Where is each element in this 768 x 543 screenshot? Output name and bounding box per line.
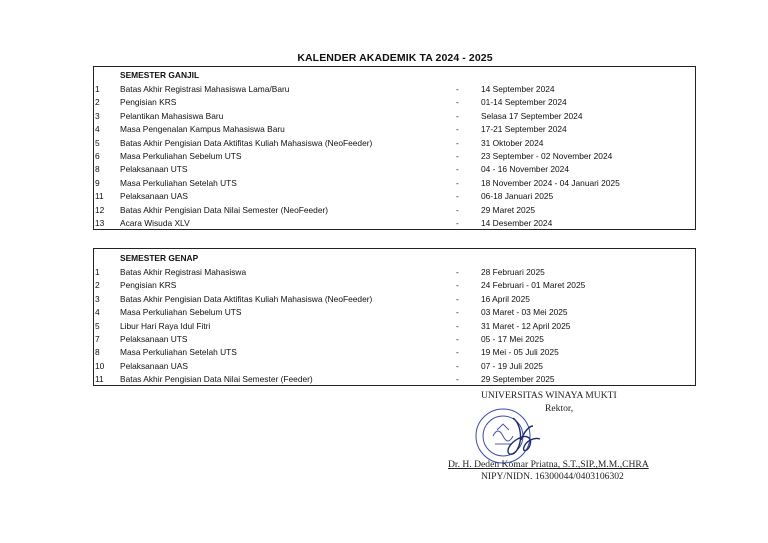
table-row bbox=[94, 320, 695, 333]
row-separator: - bbox=[456, 137, 459, 148]
table-row bbox=[94, 217, 695, 230]
table-row bbox=[94, 346, 695, 359]
row-number: 5 bbox=[95, 320, 100, 331]
semester-ganjil-header: SEMESTER GANJIL bbox=[120, 70, 200, 80]
row-date: 31 Oktober 2024 bbox=[481, 137, 544, 148]
table-row bbox=[94, 110, 695, 123]
row-date: 29 September 2025 bbox=[481, 374, 555, 385]
signature-position: Rektor, bbox=[545, 403, 574, 414]
row-separator: - bbox=[456, 374, 459, 385]
row-date: 14 Desember 2024 bbox=[481, 217, 553, 228]
row-number: 11 bbox=[95, 374, 104, 385]
row-separator: - bbox=[456, 360, 459, 371]
row-activity: Batas Akhir Registrasi Mahasiswa Lama/Baru bbox=[120, 84, 290, 94]
semester-genap-rows bbox=[94, 266, 695, 387]
signature-name: Dr. H. Deden Komar Priatna, S.T.,SIP.,M.M.,CHRA bbox=[448, 459, 649, 470]
row-activity: Pelaksanaan UAS bbox=[120, 360, 188, 371]
row-activity: Masa Perkuliahan Setelah UTS bbox=[120, 177, 237, 188]
row-date: 03 Maret - 03 Mei 2025 bbox=[481, 307, 568, 318]
row-date: 18 November 2024 - 04 Januari 2025 bbox=[481, 177, 620, 188]
row-date: 16 April 2025 bbox=[481, 293, 530, 304]
row-separator: - bbox=[456, 320, 459, 331]
row-date: 01-14 September 2024 bbox=[481, 97, 567, 108]
row-activity: Batas Akhir Registrasi Mahasiswa bbox=[120, 267, 247, 277]
row-number: 11 bbox=[95, 191, 104, 202]
row-activity: Pengisian KRS bbox=[120, 280, 177, 291]
row-separator: - bbox=[456, 307, 459, 318]
semester-genap-table bbox=[93, 248, 696, 386]
row-number: 1 bbox=[95, 267, 100, 277]
row-number: 7 bbox=[95, 333, 100, 344]
row-activity: Libur Hari Raya Idul Fitri bbox=[120, 320, 211, 331]
row-date: 05 - 17 Mei 2025 bbox=[481, 333, 544, 344]
table-row bbox=[94, 360, 695, 373]
row-activity: Masa Perkuliahan Sebelum UTS bbox=[120, 150, 242, 161]
row-number: 8 bbox=[95, 164, 100, 175]
row-activity: Acara Wisuda XLV bbox=[120, 217, 190, 228]
row-activity: Batas Akhir Pengisian Data Nilai Semester (NeoFeeder) bbox=[120, 204, 329, 215]
table-row bbox=[94, 163, 695, 176]
row-date: 04 - 16 November 2024 bbox=[481, 164, 569, 175]
row-separator: - bbox=[456, 347, 459, 358]
row-separator: - bbox=[456, 164, 459, 175]
table-row bbox=[94, 150, 695, 163]
table-row bbox=[94, 190, 695, 203]
row-separator: - bbox=[456, 280, 459, 291]
semester-ganjil-rows bbox=[94, 83, 695, 230]
row-number: 3 bbox=[95, 110, 100, 121]
row-separator: - bbox=[456, 177, 459, 188]
table-row bbox=[94, 123, 695, 136]
row-separator: - bbox=[456, 191, 459, 202]
row-date: 23 September - 02 November 2024 bbox=[481, 150, 613, 161]
row-number: 1 bbox=[95, 84, 100, 94]
table-row bbox=[94, 96, 695, 109]
table-row bbox=[94, 137, 695, 150]
table-row bbox=[94, 204, 695, 217]
row-number: 3 bbox=[95, 293, 100, 304]
row-separator: - bbox=[456, 84, 459, 94]
row-activity: Batas Akhir Pengisian Data Aktifitas Kuliah Mahasiswa (NeoFeeder) bbox=[120, 137, 373, 148]
row-number: 4 bbox=[95, 307, 100, 318]
row-activity: Masa Perkuliahan Setelah UTS bbox=[120, 347, 237, 358]
table-row bbox=[94, 83, 695, 96]
row-activity: Batas Akhir Pengisian Data Nilai Semester (Feeder) bbox=[120, 374, 313, 385]
row-number: 2 bbox=[95, 97, 100, 108]
row-activity: Masa Perkuliahan Sebelum UTS bbox=[120, 307, 242, 318]
row-separator: - bbox=[456, 110, 459, 121]
row-activity: Pengisian KRS bbox=[120, 97, 177, 108]
row-activity: Pelaksanaan UAS bbox=[120, 191, 188, 202]
row-date: 19 Mei - 05 Juli 2025 bbox=[481, 347, 559, 358]
row-number: 12 bbox=[95, 204, 105, 215]
row-date: 06-18 Januari 2025 bbox=[481, 191, 554, 202]
row-separator: - bbox=[456, 333, 459, 344]
row-date: 07 - 19 Juli 2025 bbox=[481, 360, 543, 371]
row-separator: - bbox=[456, 217, 459, 228]
row-separator: - bbox=[456, 97, 459, 108]
semester-ganjil-table bbox=[93, 66, 696, 230]
page-title: KALENDER AKADEMIK TA 2024 - 2025 bbox=[297, 52, 493, 64]
row-date: 28 Februari 2025 bbox=[481, 267, 545, 277]
table-row bbox=[94, 293, 695, 306]
row-date: 24 Februari - 01 Maret 2025 bbox=[481, 280, 586, 291]
row-separator: - bbox=[456, 293, 459, 304]
row-number: 9 bbox=[95, 177, 100, 188]
row-date: Selasa 17 September 2024 bbox=[481, 110, 583, 121]
table-row bbox=[94, 333, 695, 346]
row-date: 31 Maret - 12 April 2025 bbox=[481, 320, 571, 331]
row-date: 29 Maret 2025 bbox=[481, 204, 536, 215]
row-separator: - bbox=[456, 124, 459, 135]
row-number: 5 bbox=[95, 137, 100, 148]
semester-genap-header: SEMESTER GENAP bbox=[120, 253, 199, 263]
row-activity: Masa Pengenalan Kampus Mahasiswa Baru bbox=[120, 124, 285, 135]
row-number: 10 bbox=[95, 360, 105, 371]
row-activity: Batas Akhir Pengisian Data Aktifitas Kuliah Mahasiswa (NeoFeeder) bbox=[120, 293, 373, 304]
row-number: 4 bbox=[95, 124, 100, 135]
row-activity: Pelantikan Mahasiswa Baru bbox=[120, 110, 224, 121]
university-seal-signature bbox=[463, 400, 553, 468]
signature-university: UNIVERSITAS WINAYA MUKTI bbox=[481, 390, 617, 401]
table-row bbox=[94, 306, 695, 319]
table-row bbox=[94, 373, 695, 386]
table-row bbox=[94, 279, 695, 292]
table-row bbox=[94, 177, 695, 190]
row-activity: Pelaksanaan UTS bbox=[120, 164, 188, 175]
row-number: 2 bbox=[95, 280, 100, 291]
row-separator: - bbox=[456, 204, 459, 215]
row-separator: - bbox=[456, 267, 459, 277]
row-date: 17-21 September 2024 bbox=[481, 124, 567, 135]
row-number: 6 bbox=[95, 150, 100, 161]
table-row bbox=[94, 266, 695, 279]
row-separator: - bbox=[456, 150, 459, 161]
row-activity: Pelaksanaan UTS bbox=[120, 333, 188, 344]
row-number: 13 bbox=[95, 217, 105, 228]
signature-id: NIPY/NIDN. 16300044/0403106302 bbox=[481, 471, 624, 482]
row-date: 14 September 2024 bbox=[481, 84, 555, 94]
row-number: 8 bbox=[95, 347, 100, 358]
